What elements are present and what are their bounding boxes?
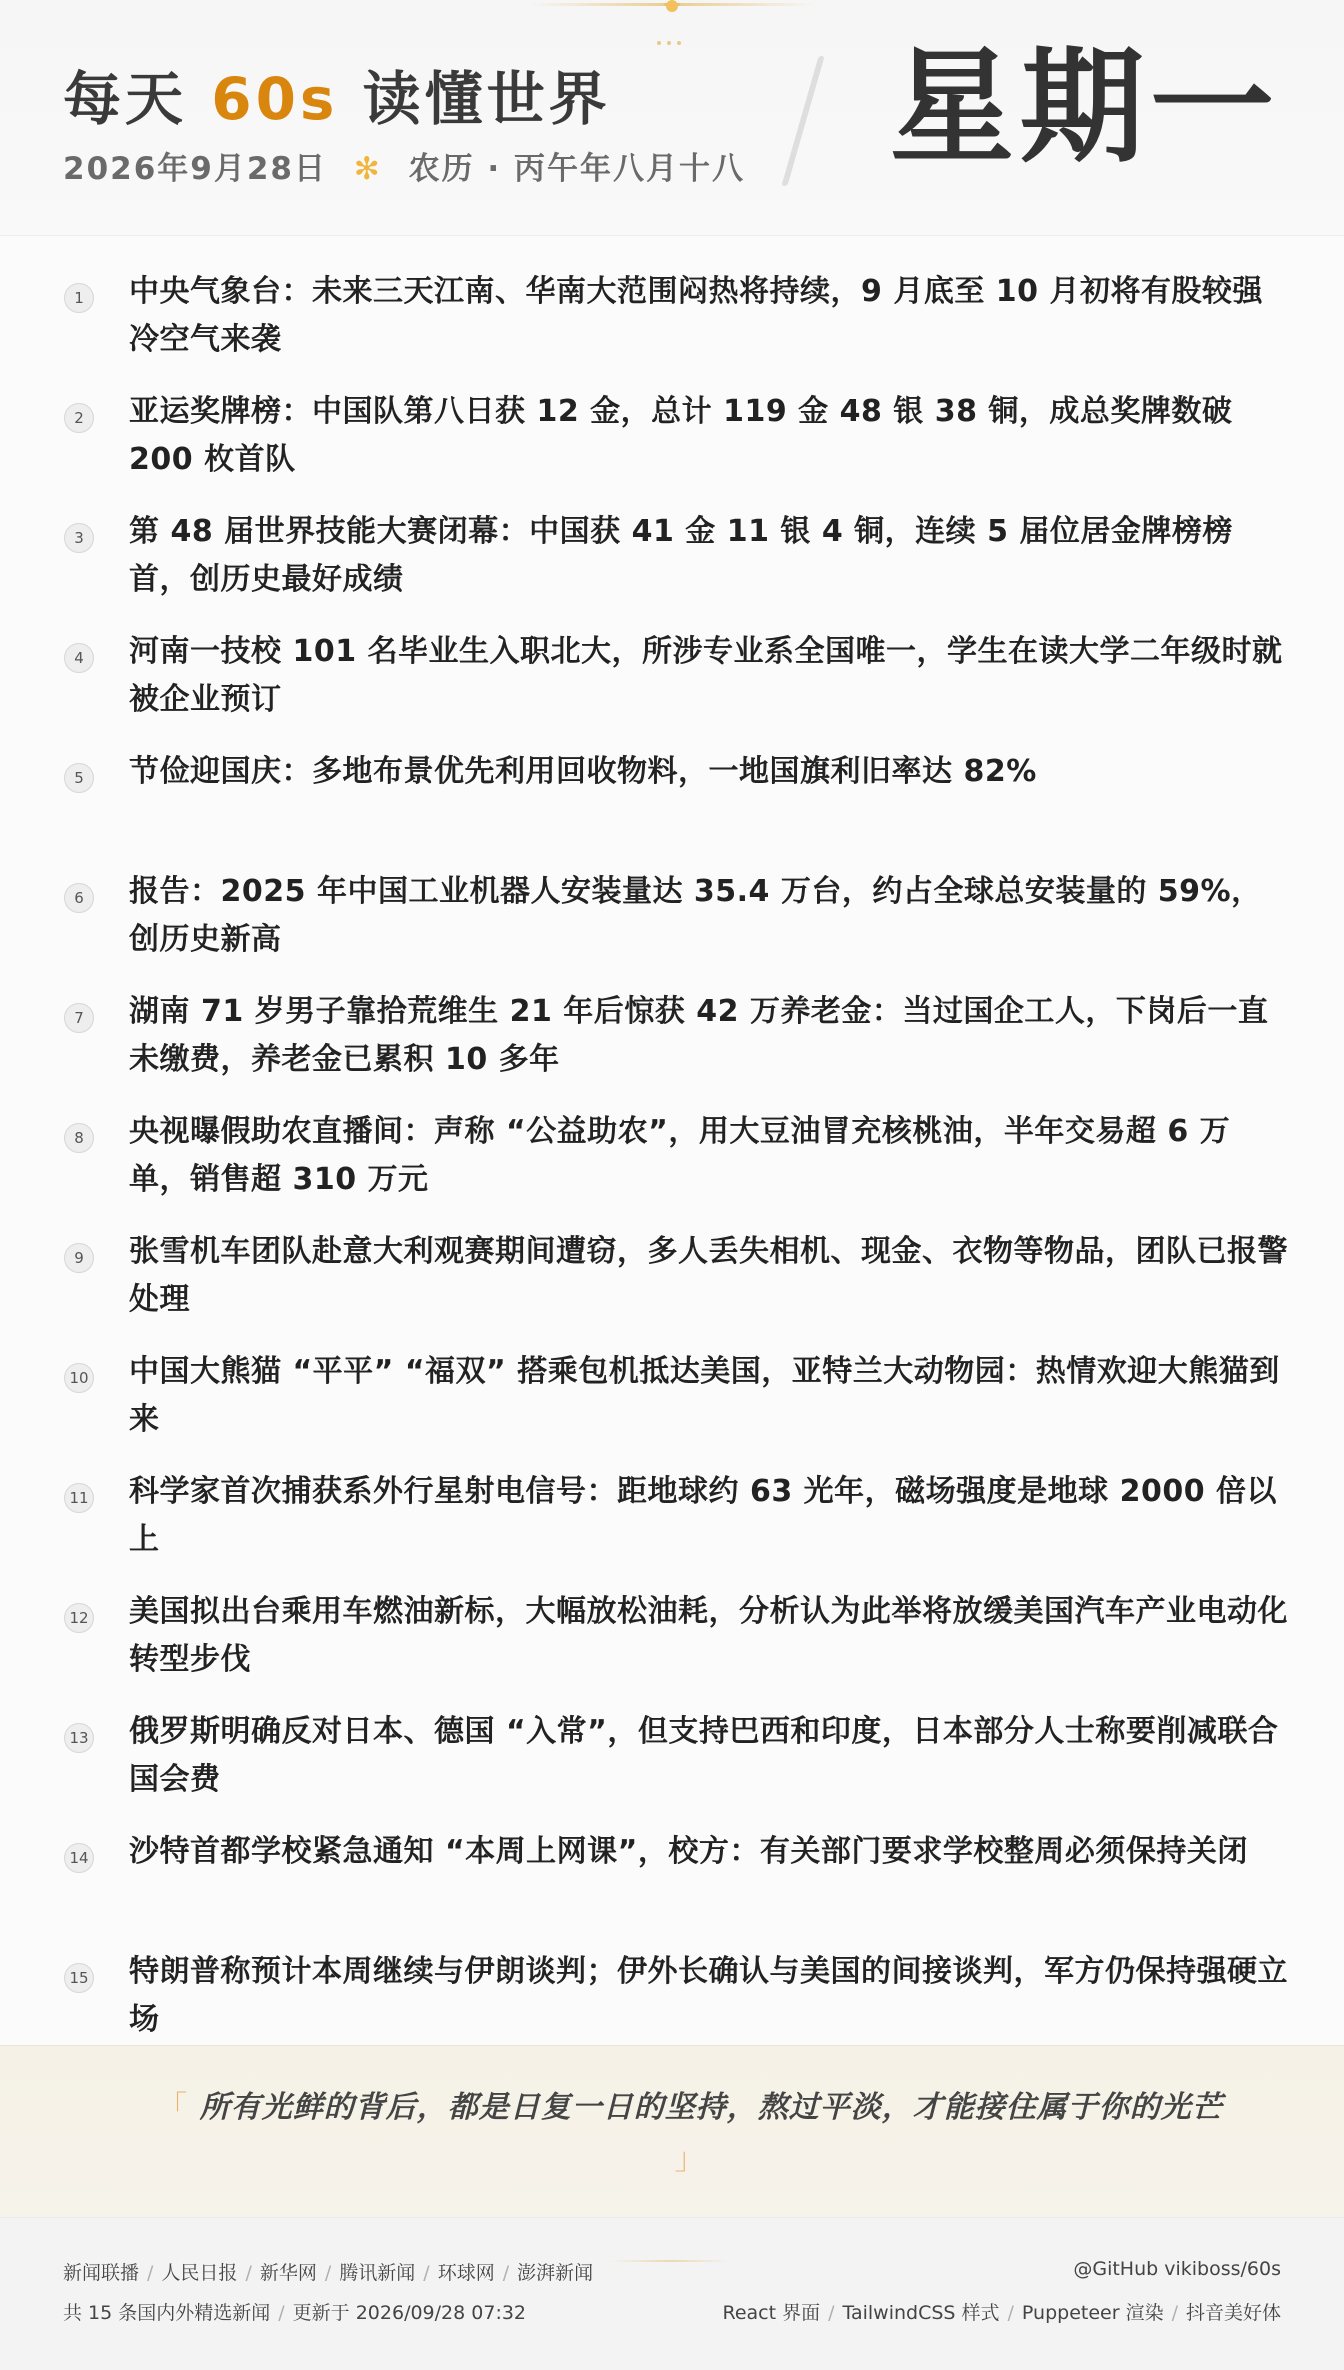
news-text: 央视曝假助农直播间：声称 “公益助农”，用大豆油冒充核桃油，半年交易超 6 万单，销售超 310 万元 xyxy=(129,1114,1231,1197)
news-text: 张雪机车团队赴意大利观赛期间遭窃，多人丢失相机、现金、衣物等物品，团队已报警处理 xyxy=(129,1234,1288,1317)
ornament-dot xyxy=(666,0,678,12)
lunar-date: 农历 · 丙午年八月十八 xyxy=(408,151,745,187)
source-item: 澎湃新闻 xyxy=(517,2262,594,2284)
news-number-badge: 3 xyxy=(64,523,94,553)
news-sources: 新闻联播 / 人民日报 / 新华网 / 腾讯新闻 / 环球网 / 澎湃新闻 xyxy=(63,2262,594,2284)
tech-item: React 界面 xyxy=(722,2302,821,2324)
news-item xyxy=(0,1348,1344,1468)
news-number-badge: 5 xyxy=(64,763,94,793)
footer-meta: 共 15 条国内外精选新闻 / 更新于 2026/09/28 07:32 xyxy=(63,2302,527,2324)
news-item xyxy=(0,868,1344,988)
quote-section xyxy=(0,2045,1344,2218)
news-text: 沙特首都学校紧急通知 “本周上网课”，校方：有关部门要求学校整周必须保持关闭 xyxy=(129,1834,1248,1869)
header xyxy=(0,0,1344,236)
footer-separator xyxy=(610,2260,730,2262)
source-item: 新华网 xyxy=(259,2262,317,2284)
news-item xyxy=(0,1828,1344,1948)
source-item: 环球网 xyxy=(437,2262,495,2284)
news-text: 中国大熊猫 “平平” “福双” 搭乘包机抵达美国，亚特兰大动物园：热情欢迎大熊猫到来 xyxy=(129,1354,1280,1437)
news-item xyxy=(0,388,1344,508)
news-number-badge: 6 xyxy=(64,883,94,913)
news-item xyxy=(0,268,1344,388)
page-title xyxy=(63,52,611,136)
news-number-badge: 10 xyxy=(64,1363,94,1393)
news-text: 特朗普称预计本周继续与伊朗谈判；伊外长确认与美国的间接谈判，军方仍保持强硬立场 xyxy=(129,1954,1288,2037)
news-item xyxy=(0,628,1344,748)
weekday: 星期一 xyxy=(890,36,1281,180)
news-number-badge: 9 xyxy=(64,1243,94,1273)
news-text: 亚运奖牌榜：中国队第八日获 12 金，总计 119 金 48 银 38 铜，成总奖牌数破 200 枚首队 xyxy=(129,394,1233,477)
news-number-badge: 1 xyxy=(64,283,94,313)
github-link[interactable]: @GitHub vikiboss/60s xyxy=(1073,2258,1281,2280)
news-text: 中央气象台：未来三天江南、华南大范围闷热将持续，9 月底至 10 月初将有股较强冷空气来袭 xyxy=(129,274,1263,357)
tech-item: TailwindCSS 样式 xyxy=(842,2302,1000,2324)
news-number-badge: 7 xyxy=(64,1003,94,1033)
news-text: 节俭迎国庆：多地布景优先利用回收物料，一地国旗利旧率达 82% xyxy=(129,754,1037,789)
news-item xyxy=(0,1108,1344,1228)
quote-text: 所有光鲜的背后，都是日复一日的坚持，熬过平淡，才能接住属于你的光芒 xyxy=(199,2090,1223,2125)
date-text: 2026年9月28日 xyxy=(63,151,327,187)
ornament-line-right xyxy=(664,3,814,6)
news-number-badge: 13 xyxy=(64,1723,94,1753)
news-number-badge: 4 xyxy=(64,643,94,673)
quote xyxy=(150,2082,1230,2186)
updated-time: 更新于 2026/09/28 07:32 xyxy=(292,2302,527,2324)
news-text: 湖南 71 岁男子靠拾荒维生 21 年后惊获 42 万养老金：当过国企工人，下岗后一直未缴费，养老金已累积 10 多年 xyxy=(129,994,1269,1077)
tech-item: Puppeteer 渲染 xyxy=(1021,2302,1164,2324)
news-item xyxy=(0,1468,1344,1588)
news-text: 河南一技校 101 名毕业生入职北大，所涉专业系全国唯一，学生在读大学二年级时就被企业预订 xyxy=(129,634,1283,717)
news-item xyxy=(0,748,1344,868)
title-suffix: 读懂世界 xyxy=(362,65,611,133)
news-text: 俄罗斯明确反对日本、德国 “入常”，但支持巴西和印度，日本部分人士称要削减联合国会费 xyxy=(129,1714,1279,1797)
news-number-badge: 14 xyxy=(64,1843,94,1873)
news-number-badge: 12 xyxy=(64,1603,94,1633)
top-ornament xyxy=(0,0,1344,40)
title-accent: 60s xyxy=(211,65,339,133)
date-line xyxy=(63,143,745,188)
news-number-badge: 15 xyxy=(64,1963,94,1993)
news-text: 第 48 届世界技能大赛闭幕：中国获 41 金 11 银 4 铜，连续 5 届位居金牌榜榜首，创历史最好成绩 xyxy=(129,514,1233,597)
quote-open-mark: 「 xyxy=(157,2090,189,2125)
news-item xyxy=(0,988,1344,1108)
news-text: 报告：2025 年中国工业机器人安装量达 35.4 万台，约占全球总安装量的 59%，创历史新高 xyxy=(129,874,1262,957)
news-item xyxy=(0,508,1344,628)
news-item xyxy=(0,1708,1344,1828)
footer xyxy=(0,2218,1344,2370)
ornament-line-left xyxy=(530,3,680,6)
news-number-badge: 2 xyxy=(64,403,94,433)
news-text: 美国拟出台乘用车燃油新标，大幅放松油耗，分析认为此举将放缓美国汽车产业电动化转型步伐 xyxy=(129,1594,1288,1677)
news-number-badge: 11 xyxy=(64,1483,94,1513)
news-number-badge: 8 xyxy=(64,1123,94,1153)
quote-close-mark: 」 xyxy=(674,2142,706,2177)
news-list xyxy=(0,268,1344,2068)
source-item: 新闻联播 xyxy=(63,2262,140,2284)
news-count: 共 15 条国内外精选新闻 xyxy=(63,2302,271,2324)
news-text: 科学家首次捕获系外行星射电信号：距地球约 63 光年，磁场强度是地球 2000 倍以上 xyxy=(129,1474,1278,1557)
news-item xyxy=(0,1588,1344,1708)
tech-item: 抖音美好体 xyxy=(1185,2302,1281,2324)
tech-stack: React 界面 / TailwindCSS 样式 / Puppeteer 渲染 / 抖音美好体 xyxy=(722,2302,1281,2324)
ornament-dots xyxy=(657,30,687,34)
divider-slash xyxy=(781,56,824,186)
news-item xyxy=(0,1228,1344,1348)
source-item: 腾讯新闻 xyxy=(339,2262,416,2284)
title-prefix: 每天 xyxy=(63,65,188,133)
source-item: 人民日报 xyxy=(161,2262,238,2284)
sparkle-icon: ✻ xyxy=(353,151,382,187)
